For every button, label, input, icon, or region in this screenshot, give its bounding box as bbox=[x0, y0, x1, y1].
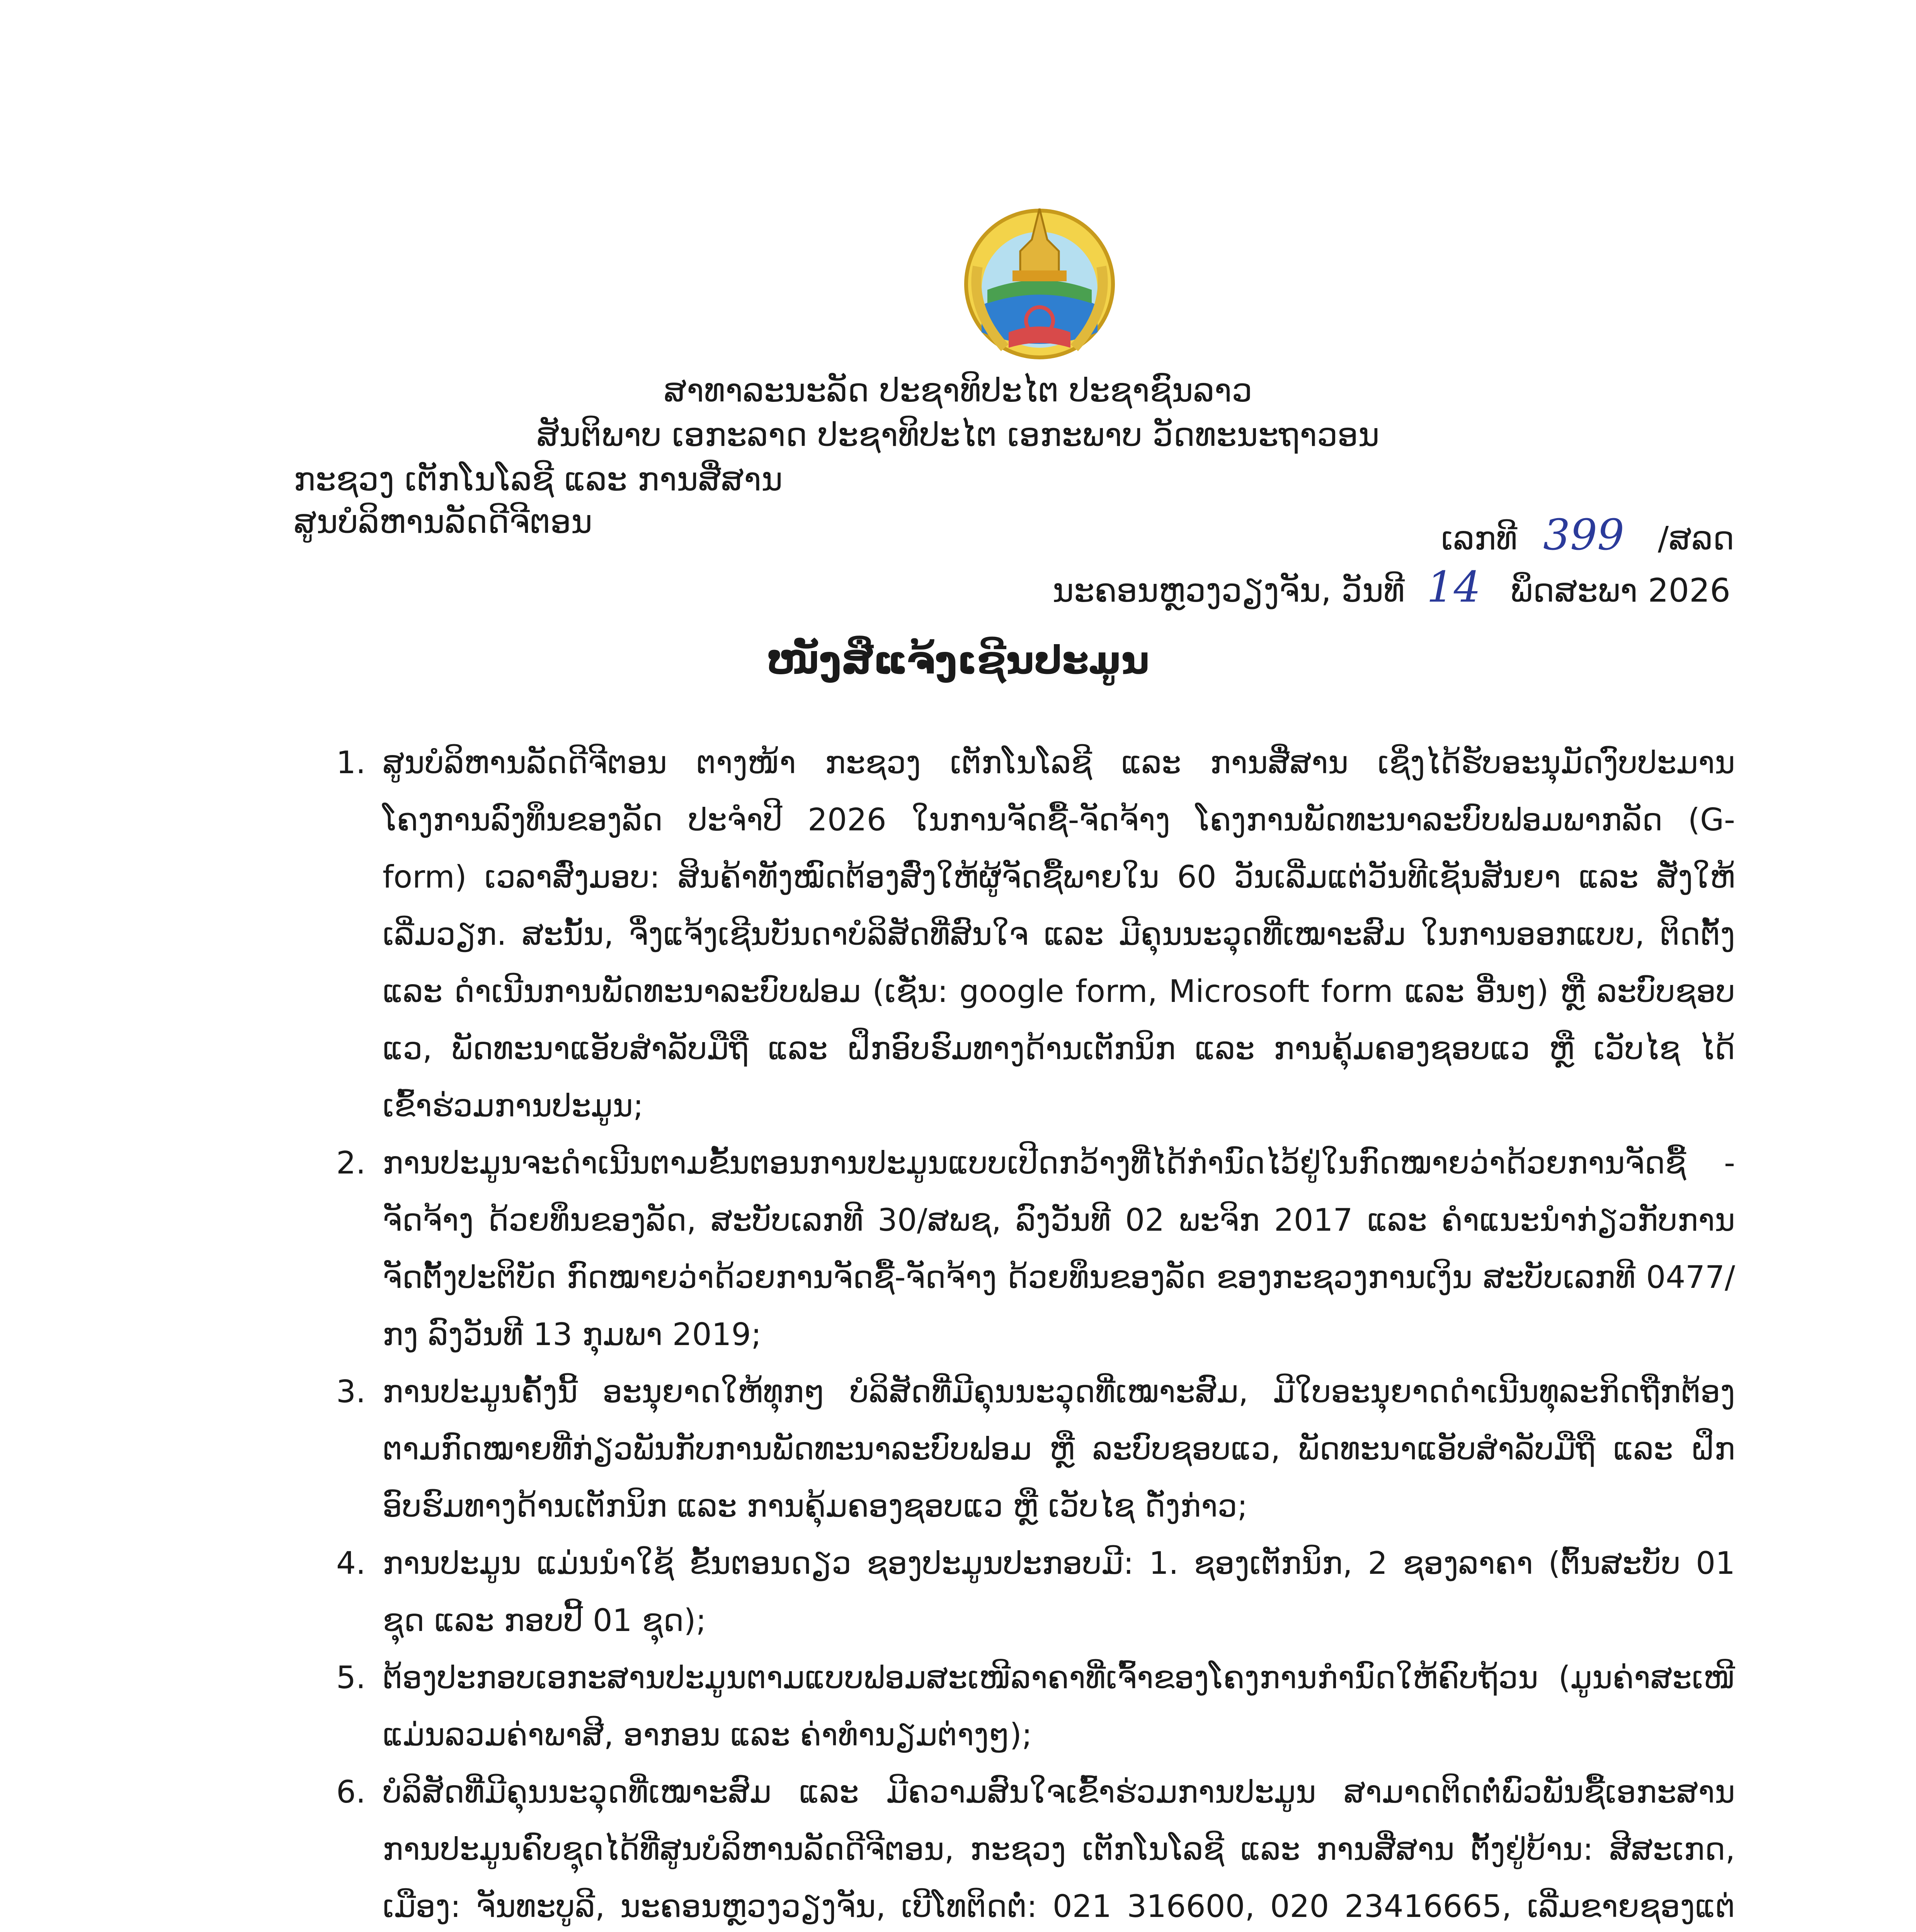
notice-items-list bbox=[336, 734, 1735, 1932]
document-title: ໜັງສືແຈ້ງເຊີນປະມູນ bbox=[766, 638, 1150, 683]
date-rest: ພຶດສະພາ 2026 bbox=[1510, 571, 1731, 609]
list-item bbox=[336, 1764, 1735, 1932]
list-item bbox=[336, 1649, 1735, 1764]
reference-suffix: /ສລດ bbox=[1657, 519, 1734, 557]
item-number: 3. bbox=[336, 1374, 366, 1410]
item-text: ການປະມູນຈະດໍາເນີນຕາມຂັ້ນຕອນການປະມູນແບບເປີດກວ້າງທີ່ໄດ້ກໍານົດໄວ້ຢູ່ໃນກົດໝາຍວ່າດ້ວຍການຈັດຊື້ - ຈັດຈ້າງ ດ້ວຍທຶນຂອງລັດ, ສະບັບເລກທີ 30/ສພຊ, ລົງວັນທີ 02 ພະຈິກ 2017 ແລະ ຄໍາແນະນໍາກ່ຽວກັບການຈັດຕັ້ງປະຕິບັດ ກົດໝາຍວ່າດ້ວຍການຈັດຊື້-ຈັດຈ້າງ ດ້ວຍທຶນຂອງລັດ ຂອງກະຊວງການເງິນ ສະບັບເລກທີ 0477/ກງ ລົງວັນທີ 13 ກຸມພາ 2019; bbox=[383, 1145, 1735, 1352]
date-line bbox=[1053, 562, 1731, 612]
date-prefix: ນະຄອນຫຼວງວຽງຈັນ, ວັນທີ bbox=[1052, 571, 1405, 609]
item-number: 4. bbox=[336, 1545, 366, 1581]
item-number: 2. bbox=[336, 1145, 366, 1181]
list-item bbox=[336, 1363, 1735, 1535]
center-name: ສູນບໍລິຫານລັດດີຈີຕອນ bbox=[294, 503, 592, 541]
reference-number-line bbox=[1441, 510, 1734, 560]
national-emblem-icon bbox=[931, 193, 1148, 363]
item-text: ການປະມູນ ແມ່ນນໍາໃຊ້ ຂັ້ນຕອນດຽວ ຊອງປະມູນປະກອບມີ: 1. ຊອງເຕັກນິກ, 2 ຊອງລາຄາ (ຕົ້ນສະບັບ 01 ຊຸດ ແລະ ກອບປີ້ 01 ຊຸດ); bbox=[383, 1545, 1735, 1638]
ministry-name: ກະຊວງ ເຕັກໂນໂລຊີ ແລະ ການສື່ສານ bbox=[294, 460, 783, 498]
reference-label: ເລກທີ bbox=[1441, 519, 1518, 557]
item-text: ຕ້ອງປະກອບເອກະສານປະມູນຕາມແບບຟອມສະເໜີລາຄາທີ່ເຈົ້າຂອງໂຄງການກໍານົດໃຫ້ຄົບຖ້ວນ (ມູນຄ່າສະເໜີແມ່ນລວມຄ່າພາສີ, ອາກອນ ແລະ ຄ່າທໍານຽມຕ່າງໆ); bbox=[383, 1660, 1735, 1753]
header-line2: ສັນຕິພາບ ເອກະລາດ ປະຊາທິປະໄຕ ເອກະພາບ ວັດທະນະຖາວອນ bbox=[536, 416, 1380, 454]
item-text: ສູນບໍລິຫານລັດດີຈີຕອນ ຕາງໜ້າ ກະຊວງ ເຕັກໂນໂລຊີ ແລະ ການສື່ສານ ເຊິ່ງໄດ້ຮັບອະນຸມັດງົບປະມານ ໂຄງການລົງທຶນຂອງລັດ ປະຈໍາປີ 2026 ໃນການຈັດຊື້-ຈັດຈ້າງ ໂຄງການພັດທະນາລະບົບຟອມພາກລັດ (G-form) ເວລາສົ່ງມອບ: ສິນຄ້າທັງໝົດຕ້ອງສົ່ງໃຫ້ຜູ້ຈັດຊື້ພາຍໃນ 60 ວັນເລີ່ມແຕ່ວັນທີເຊັນສັນຍາ ແລະ ສັ່ງໃຫ້ເລີ່ມວຽກ. ສະນັ້ນ, ຈຶ່ງແຈ້ງເຊີນບັນດາບໍລິສັດທີ່ສົນໃຈ ແລະ ມີຄຸນນະວຸດທີ່ເໝາະສົມ ໃນການອອກແບບ, ຕິດຕັ້ງ ແລະ ດໍາເນີນການພັດທະນາລະບົບຟອມ (ເຊັ່ນ: google form, Microsoft form ແລະ ອື່ນໆ) ຫຼື ລະບົບຊອບແວ, ພັດທະນາແອັບສໍາລັບມືຖື ແລະ ຝຶກອົບຮົມທາງດ້ານເຕັກນິກ ແລະ ການຄຸ້ມຄອງຊອບແວ ຫຼື ເວັບໄຊ ໄດ້ ເຂົ້າຮ່ວມການປະມູນ; bbox=[383, 745, 1735, 1124]
reference-number: 399 bbox=[1543, 510, 1625, 560]
item-number: 6. bbox=[336, 1774, 366, 1810]
header-line1: ສາທາລະນະລັດ ປະຊາທິປະໄຕ ປະຊາຊົນລາວ bbox=[664, 371, 1252, 409]
item-text: ການປະມູນຄັ້ງນີ້ ອະນຸຍາດໃຫ້ທຸກໆ ບໍລິສັດທີ່ມີຄຸນນະວຸດທີ່ເໝາະສົມ, ມີໃບອະນຸຍາດດໍາເນີນທຸລະກິດຖືກຕ້ອງຕາມກົດໝາຍທີ່ກ່ຽວພັນກັບການພັດທະນາລະບົບຟອມ ຫຼື ລະບົບຊອບແວ, ພັດທະນາແອັບສໍາລັບມືຖື ແລະ ຝຶກອົບຮົມທາງດ້ານເຕັກນິກ ແລະ ການຄຸ້ມຄອງຊອບແວ ຫຼື ເວັບໄຊ ດັ່ງກ່າວ; bbox=[383, 1374, 1735, 1524]
item-text: ບໍລິສັດທີ່ມີຄຸນນະວຸດທີ່ເໝາະສົມ ແລະ ມີຄວາມສົນໃຈເຂົ້າຮ່ວມການປະມູນ ສາມາດຕິດຕໍ່ພົວພັນຊື້ເອກະສານການປະມູນຄົບຊຸດໄດ້ທີ່ສູນບໍລິຫານລັດດີຈີຕອນ, ກະຊວງ ເຕັກໂນໂລຊີ ແລະ ການສື່ສານ ຕັ້ງຢູ່ບ້ານ: ສີສະເກດ, ເມືອງ: ຈັນທະບູລີ, ນະຄອນຫຼວງວຽງຈັນ, ເບີໂທຕິດຕໍ່: 021 316600, 020 23416665, ເລີ່ມຂາຍຊອງແຕ່ bbox=[383, 1774, 1735, 1924]
list-item bbox=[336, 734, 1735, 1134]
list-item bbox=[336, 1535, 1735, 1649]
item-number: 1. bbox=[336, 745, 366, 781]
date-day: 14 bbox=[1426, 562, 1481, 612]
list-item bbox=[336, 1134, 1735, 1363]
item-number: 5. bbox=[336, 1660, 366, 1696]
